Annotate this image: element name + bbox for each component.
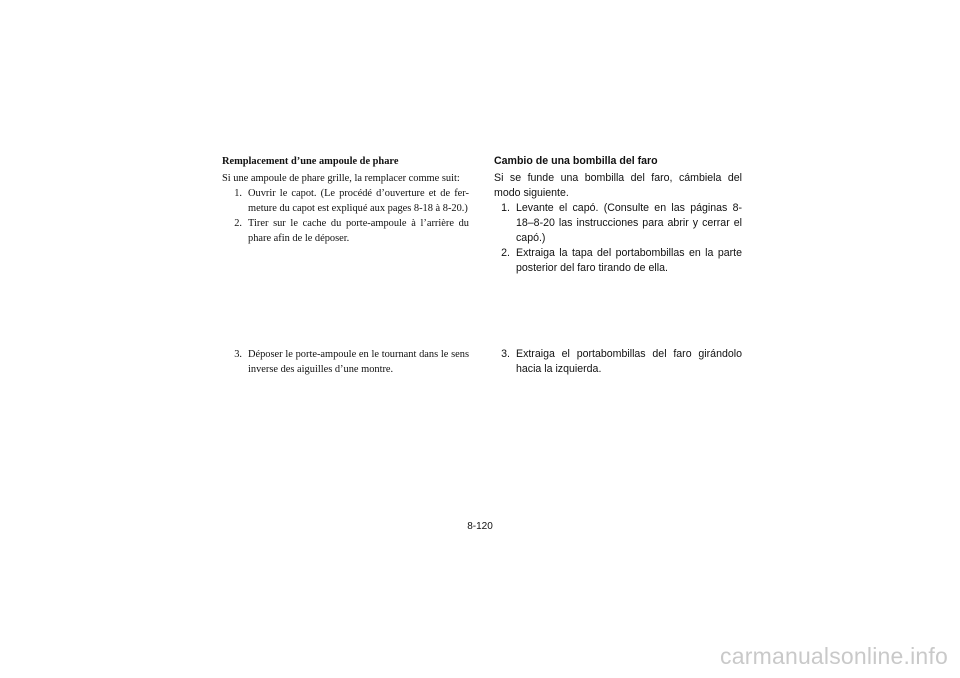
step-number: 1.	[501, 202, 510, 214]
step-text: Tirer sur le cache du porte-ampoule à l’arrière du phare afin de le déposer.	[248, 218, 469, 244]
step-number: 1.	[234, 188, 242, 199]
spanish-heading: Cambio de una bombilla del faro	[494, 155, 658, 167]
spanish-step-1	[494, 201, 742, 246]
step-text: Déposer le porte-ampoule en le tournant dans le sens inverse des aiguilles d’une montre.	[248, 349, 469, 375]
step-number: 3.	[234, 349, 242, 360]
page-number: 8-120	[467, 521, 493, 532]
step-number: 2.	[234, 218, 242, 229]
step-text: Levante el capó. (Consulte en las páginas 8-18–8-20 las instrucciones para abrir y cerrar el capó.)	[516, 202, 742, 244]
step-text: Ouvrir le capot. (Le procédé d’ouverture et de fer-meture du capot est expliqué aux pages 8-18 à 8-20.)	[248, 188, 469, 214]
step-text: Extraiga el portabombillas del faro girándolo hacia la izquierda.	[516, 348, 742, 375]
french-heading: Remplacement d’une ampoule de phare	[222, 156, 399, 167]
spanish-column	[494, 154, 742, 375]
step-number: 2.	[501, 247, 510, 259]
spanish-steps	[494, 201, 742, 276]
french-step-2	[222, 216, 469, 246]
french-column	[222, 154, 469, 375]
step-text: Extraiga la tapa del portabombillas en la parte posterior del faro tirando de ella.	[516, 247, 742, 274]
spanish-step-2	[494, 246, 742, 276]
french-step-3	[222, 347, 469, 377]
watermark-text: carmanualsonline.info	[720, 643, 948, 669]
spanish-step-3	[494, 347, 742, 377]
step-number: 3.	[501, 348, 510, 360]
spanish-intro: Si se funde una bombilla del faro, cámbiela del modo siguiente.	[494, 172, 742, 199]
french-intro: Si une ampoule de phare grille, la remplacer comme suit:	[222, 173, 460, 184]
french-steps	[222, 186, 469, 246]
french-step-1	[222, 186, 469, 216]
